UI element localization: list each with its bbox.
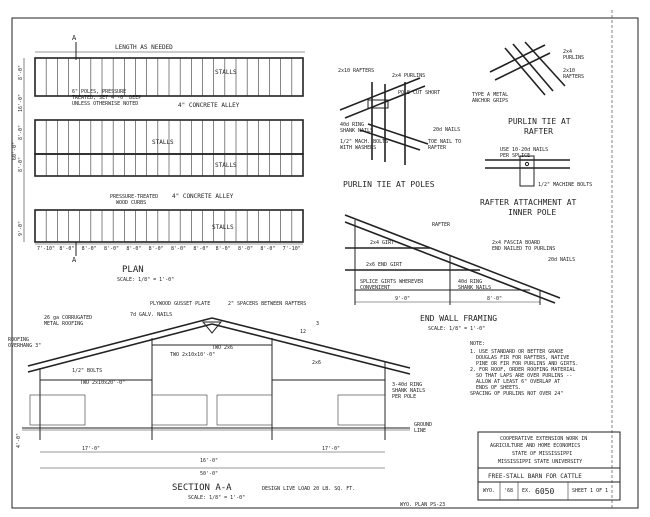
sec-2x10-20-label: TWO 2x10x20'-0" xyxy=(80,380,126,386)
plan-section-mark-top: A xyxy=(72,34,77,42)
plan-alley-label-2: 4" CONCRETE ALLEY xyxy=(172,193,234,200)
sec-bolts-label: 1/2" BOLTS xyxy=(72,368,103,374)
ptp-rafters-label: 2x10 RAFTERS xyxy=(338,68,375,74)
plan-dim-bottom: 7'-10" xyxy=(37,246,56,252)
ptp-20d-nails-label: 20d NAILS xyxy=(433,127,461,133)
tb-title: FREE-STALL BARN FOR CATTLE xyxy=(488,473,582,480)
plan-dim-left-1: 8'-0" xyxy=(18,64,24,80)
sec-ring-nails-label: 3-40d RING SHANK NAILS PER POLE xyxy=(392,382,426,400)
ew-girt-label: 2x4 GIRT xyxy=(370,240,395,246)
sec-gusset-label: PLYWOOD GUSSET PLATE xyxy=(150,301,211,307)
ew-20d-nails-label: 20d NAILS xyxy=(548,257,576,263)
sec-dim-bottom-2: 16'-0" xyxy=(200,458,219,464)
ptp-title: PURLIN TIE AT POLES xyxy=(343,180,435,189)
sec-dim-bottom-3: 17'-0" xyxy=(322,446,341,452)
ew-splice-label: SPLICE GIRTS WHEREVER CONVENIENT xyxy=(360,279,424,291)
plan-section-mark-bottom: A xyxy=(72,256,77,264)
tb-year: '68 xyxy=(504,488,514,494)
sec-ground-line-label: GROUND LINE xyxy=(414,422,433,434)
ra-title: RAFTER ATTACHMENT AT INNER POLE xyxy=(480,198,577,217)
tb-footer: WYO. PLAN PS-23 xyxy=(400,502,446,508)
ptp-pole-cut-label: POLE CUT SHORT xyxy=(398,90,441,96)
rafter-attachment-detail xyxy=(480,147,592,217)
plan-stalls-label-3: STALLS xyxy=(215,162,237,169)
tb-line2: AGRICULTURE AND HOME ECONOMICS xyxy=(490,443,581,449)
plan-stalls-label-4: STALLS xyxy=(212,224,234,231)
tb-ex-label: EX. xyxy=(522,488,532,494)
ptp-bolts-label: 1/2" MACH. BOLTS WITH WASHERS xyxy=(340,139,389,151)
plan-dim-bottom: 8'-0" xyxy=(260,246,276,252)
sec-2x6-label: TWO 2x6 xyxy=(212,345,234,351)
section-a-a xyxy=(8,301,435,501)
sec-title: SECTION A-A xyxy=(172,483,232,493)
sec-spacers-label: 2" SPACERS BETWEEN RAFTERS xyxy=(228,301,307,307)
notes-heading: NOTE: xyxy=(470,341,486,347)
ew-dim-2: 8'-0" xyxy=(487,296,503,302)
ra-use-nails-label: USE 10-20d NAILS PER SPLICE xyxy=(500,147,549,159)
plan-dim-bottom: 8'-0" xyxy=(148,246,164,252)
plan-scale: SCALE: 1/8" = 1'-0" xyxy=(117,277,175,283)
tb-line1: COOPERATIVE EXTENSION WORK IN xyxy=(500,436,588,442)
tb-sheet: SHEET 1 OF 1 xyxy=(572,488,609,494)
sec-scale: SCALE: 1/8" = 1'-0" xyxy=(188,495,246,501)
sec-dim-total: 50'-0" xyxy=(200,471,219,477)
plan-dim-left-6: 9'-0" xyxy=(18,220,24,236)
sec-overhang-label: ROOFING OVERHANG 3" xyxy=(8,337,42,349)
sec-2x6-b-label: 2x6 xyxy=(312,360,322,366)
plan-dim-bottom: 8'-0" xyxy=(238,246,254,252)
ew-title: END WALL FRAMING xyxy=(420,314,498,323)
ew-dim-1: 9'-0" xyxy=(395,296,411,302)
tb-plan-label: WYO. xyxy=(483,488,496,494)
sec-corrugated-label: 26 ga CORRUGATED METAL ROOFING xyxy=(44,315,93,327)
ew-rafter-label: RAFTER xyxy=(432,222,451,228)
plan-length-label: LENGTH AS NEEDED xyxy=(115,44,173,51)
ew-end-girt-label: 2x6 END GIRT xyxy=(366,262,403,268)
tb-line3: STATE OF MISSISSIPPI xyxy=(512,451,573,457)
tb-ex-number: 6050 xyxy=(535,487,555,496)
plan-dim-bottom: 8'-0" xyxy=(59,246,75,252)
ptr-rafters-label: 2x10 RAFTERS xyxy=(563,68,585,80)
plan-title: PLAN xyxy=(122,265,144,275)
plan-dim-left-2: 16'-0" xyxy=(18,93,24,112)
ptr-purlins-label: 2x4 PURLINS xyxy=(563,49,585,61)
ptp-purlins-label: 2x4 PURLINS xyxy=(392,73,426,79)
plan-stalls-label-1: STALLS xyxy=(215,69,237,76)
plan-dim-left-4: 60'-0" xyxy=(12,141,18,160)
title-block xyxy=(400,432,620,508)
plan-poles-note: 6" POLES, PRESSURE TREATED, SET 4'-0" DEEP UNLESS OTHERWISE NOTED xyxy=(72,89,142,107)
plan-dim-bottom: 8'-0" xyxy=(193,246,209,252)
plan-dim-bottom: 8'-0" xyxy=(81,246,97,252)
plan-dim-bottom: 7'-10" xyxy=(282,246,301,252)
ptr-grips-label: TYPE A METAL ANCHOR GRIPS xyxy=(472,92,509,104)
sec-design-load: DESIGN LIVE LOAD 20 LB. SQ. FT. xyxy=(262,486,356,492)
plan-dim-bottom: 8'-0" xyxy=(215,246,231,252)
purlin-tie-rafter-detail xyxy=(472,42,584,136)
ew-fascia-label: 2x4 FASCIA BOARD END NAILED TO PURLINS xyxy=(492,240,556,252)
ew-scale: SCALE: 1/8" = 1'-0" xyxy=(428,326,486,332)
ra-bolts-label: 1/2" MACHINE BOLTS xyxy=(538,182,593,188)
sec-dim-4: 4'-0" xyxy=(16,432,22,448)
end-wall-framing xyxy=(345,215,575,332)
purlin-tie-poles-detail xyxy=(338,68,464,189)
ptr-title: PURLIN TIE AT RAFTER xyxy=(508,117,571,136)
tb-line4: MISSISSIPPI STATE UNIVERSITY xyxy=(498,459,583,465)
plan-stalls-label-2: STALLS xyxy=(152,139,174,146)
ew-ring-nails-label: 40d RING SHANK NAILS xyxy=(458,279,492,291)
sec-2x10-10-label: TWO 2x10x10'-0" xyxy=(170,352,216,358)
plan-curbs-note: PRESSURE-TREATED WOOD CURBS xyxy=(110,194,159,206)
ptp-ring-nails-label: 40d RING SHANK NAILS xyxy=(340,122,374,134)
notes-items: 1. USE STANDARD OR BETTER GRADE DOUGLAS FIR FOR RAFTERS, NATIVE PINE OR FIR FOR PURLINS AND GIRTS. 2. FOR ROOF, ORDER ROOFING MATERIAL SO THAT LAPS ARE OVER PURLINS -- ALLOW AT LEAST 6" OVERLAP AT ENDS OF SHEETS. SPACING OF PURLINS NOT OVER 24" xyxy=(470,349,579,397)
plan-dim-bottom: 8'-0" xyxy=(104,246,120,252)
plan-alley-label-1: 4" CONCRETE ALLEY xyxy=(178,102,240,109)
plan-dim-left-3: 8'-0" xyxy=(18,124,24,140)
plan-dim-left-5: 8'-0" xyxy=(18,156,24,172)
plan-view xyxy=(12,34,305,283)
ptp-toe-nail-label: TOE NAIL TO RAFTER xyxy=(428,139,462,151)
sec-slope-rise: 3 xyxy=(316,321,320,327)
sec-dim-bottom-1: 17'-0" xyxy=(82,446,101,452)
sec-galv-nails-label: 7d GALV. NAILS xyxy=(130,312,173,318)
notes-block xyxy=(470,341,581,397)
plan-dim-bottom: 8'-0" xyxy=(126,246,142,252)
plan-dim-bottom: 8'-0" xyxy=(171,246,187,252)
sec-slope-run: 12 xyxy=(300,329,307,335)
